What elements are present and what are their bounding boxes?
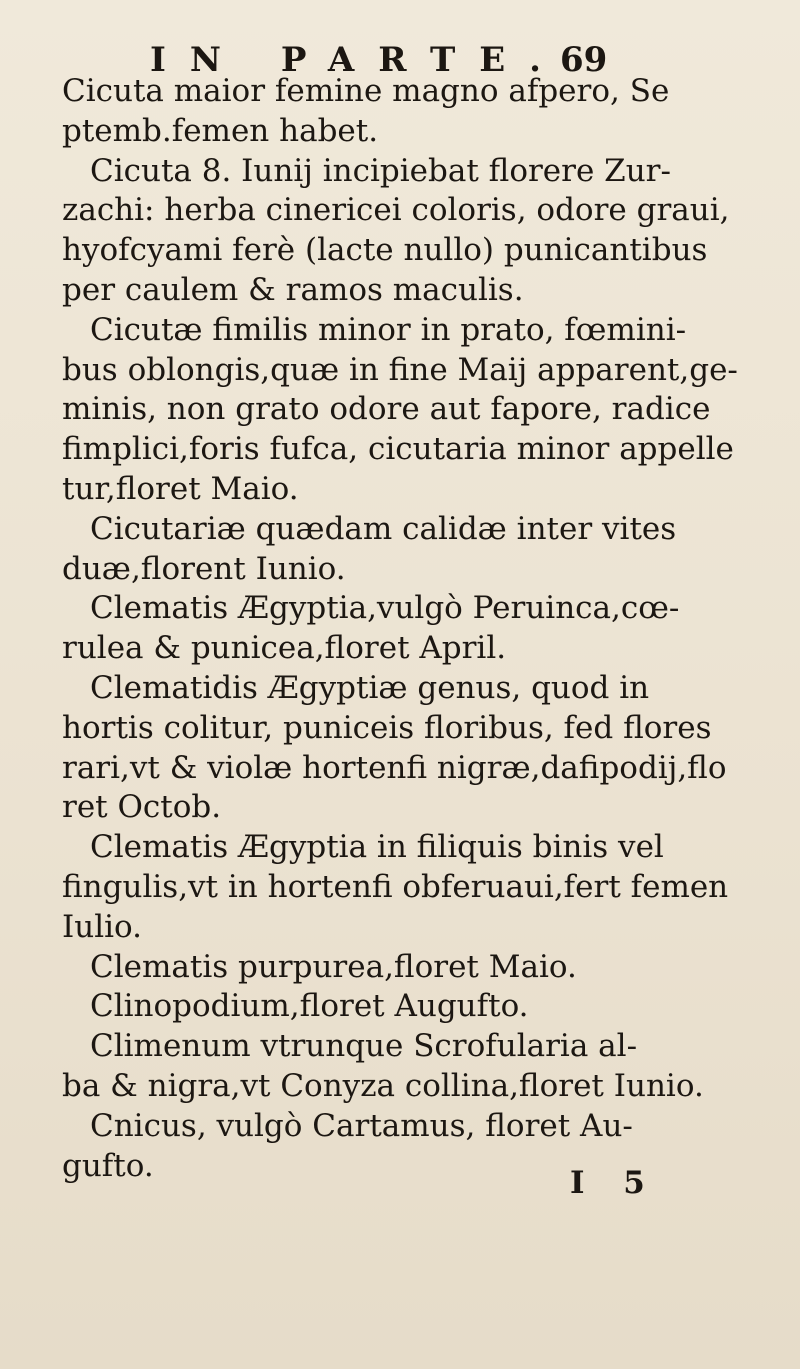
text-line: rulea & puniceа,floret April. [62,630,507,667]
text-line: Cicutæ fimilis minor in prato, fœmini- [90,311,687,348]
text-line: Clematis purpurea,floret Maio. [90,948,577,985]
text-line: Clematis Ægyptia in filiquis binis vel [90,829,664,866]
text-line: Clematidis Ægyptiæ genus, quod in [90,669,650,706]
text-line: hortis colitur, puniceis floribus, fed flores [62,709,712,746]
text-line: per caulem & ramos maculis. [62,271,524,308]
page-number: 69 [560,40,608,80]
text-line: bus oblongis,quæ in fine Maij apparent,ge- [62,351,738,388]
text-line: Cnicus, vulgò Cartamus, floret Au- [90,1107,633,1144]
running-head: IN PARTE. [150,40,566,80]
text-line: hyofcyami ferè (lacte nullo) punicantibus [62,232,708,269]
text-line: gufto. [62,1147,154,1184]
text-line: minis, non grato odore aut fapore, radice [62,391,711,428]
text-line: ret Octob. [62,789,222,826]
text-line: zachi: herba cinericei coloris, odore graui, [62,192,730,229]
text-line: rari,vt & violæ hortenfi nigræ,dafipodij,flo [62,749,727,786]
text-line: fimplici,foris fufca, cicutaria minor appelle [62,431,734,468]
text-line: duæ,florent Iunio. [62,550,346,587]
text-line: tur,floret Maio. [62,470,299,507]
text-line: Cicuta 8. Iunij incipiebat florere Zur- [90,152,671,189]
text-line: Iulio. [62,908,143,945]
signature-mark: I 5 [570,1165,659,1201]
text-line: fingulis,vt in hortenfi obferuaui,fert femen [62,868,729,905]
text-block [62,72,762,1186]
text-line: Climenum vtrunque Scrofularia al- [90,1028,638,1065]
text-line: Cicuta maior femine magno afpero, Se [62,73,670,109]
text-line: Clinopodium,floret Augufto. [90,988,529,1025]
text-line: ptemb.femen habet. [62,112,379,149]
text-line: Clematis Ægyptia,vulgò Peruinca,cœ- [90,590,680,627]
text-line: ba & nigra,vt Conyza collina,floret Iunio. [62,1067,704,1104]
text-line: Cicutariæ quædam calidæ inter vites [90,510,677,547]
